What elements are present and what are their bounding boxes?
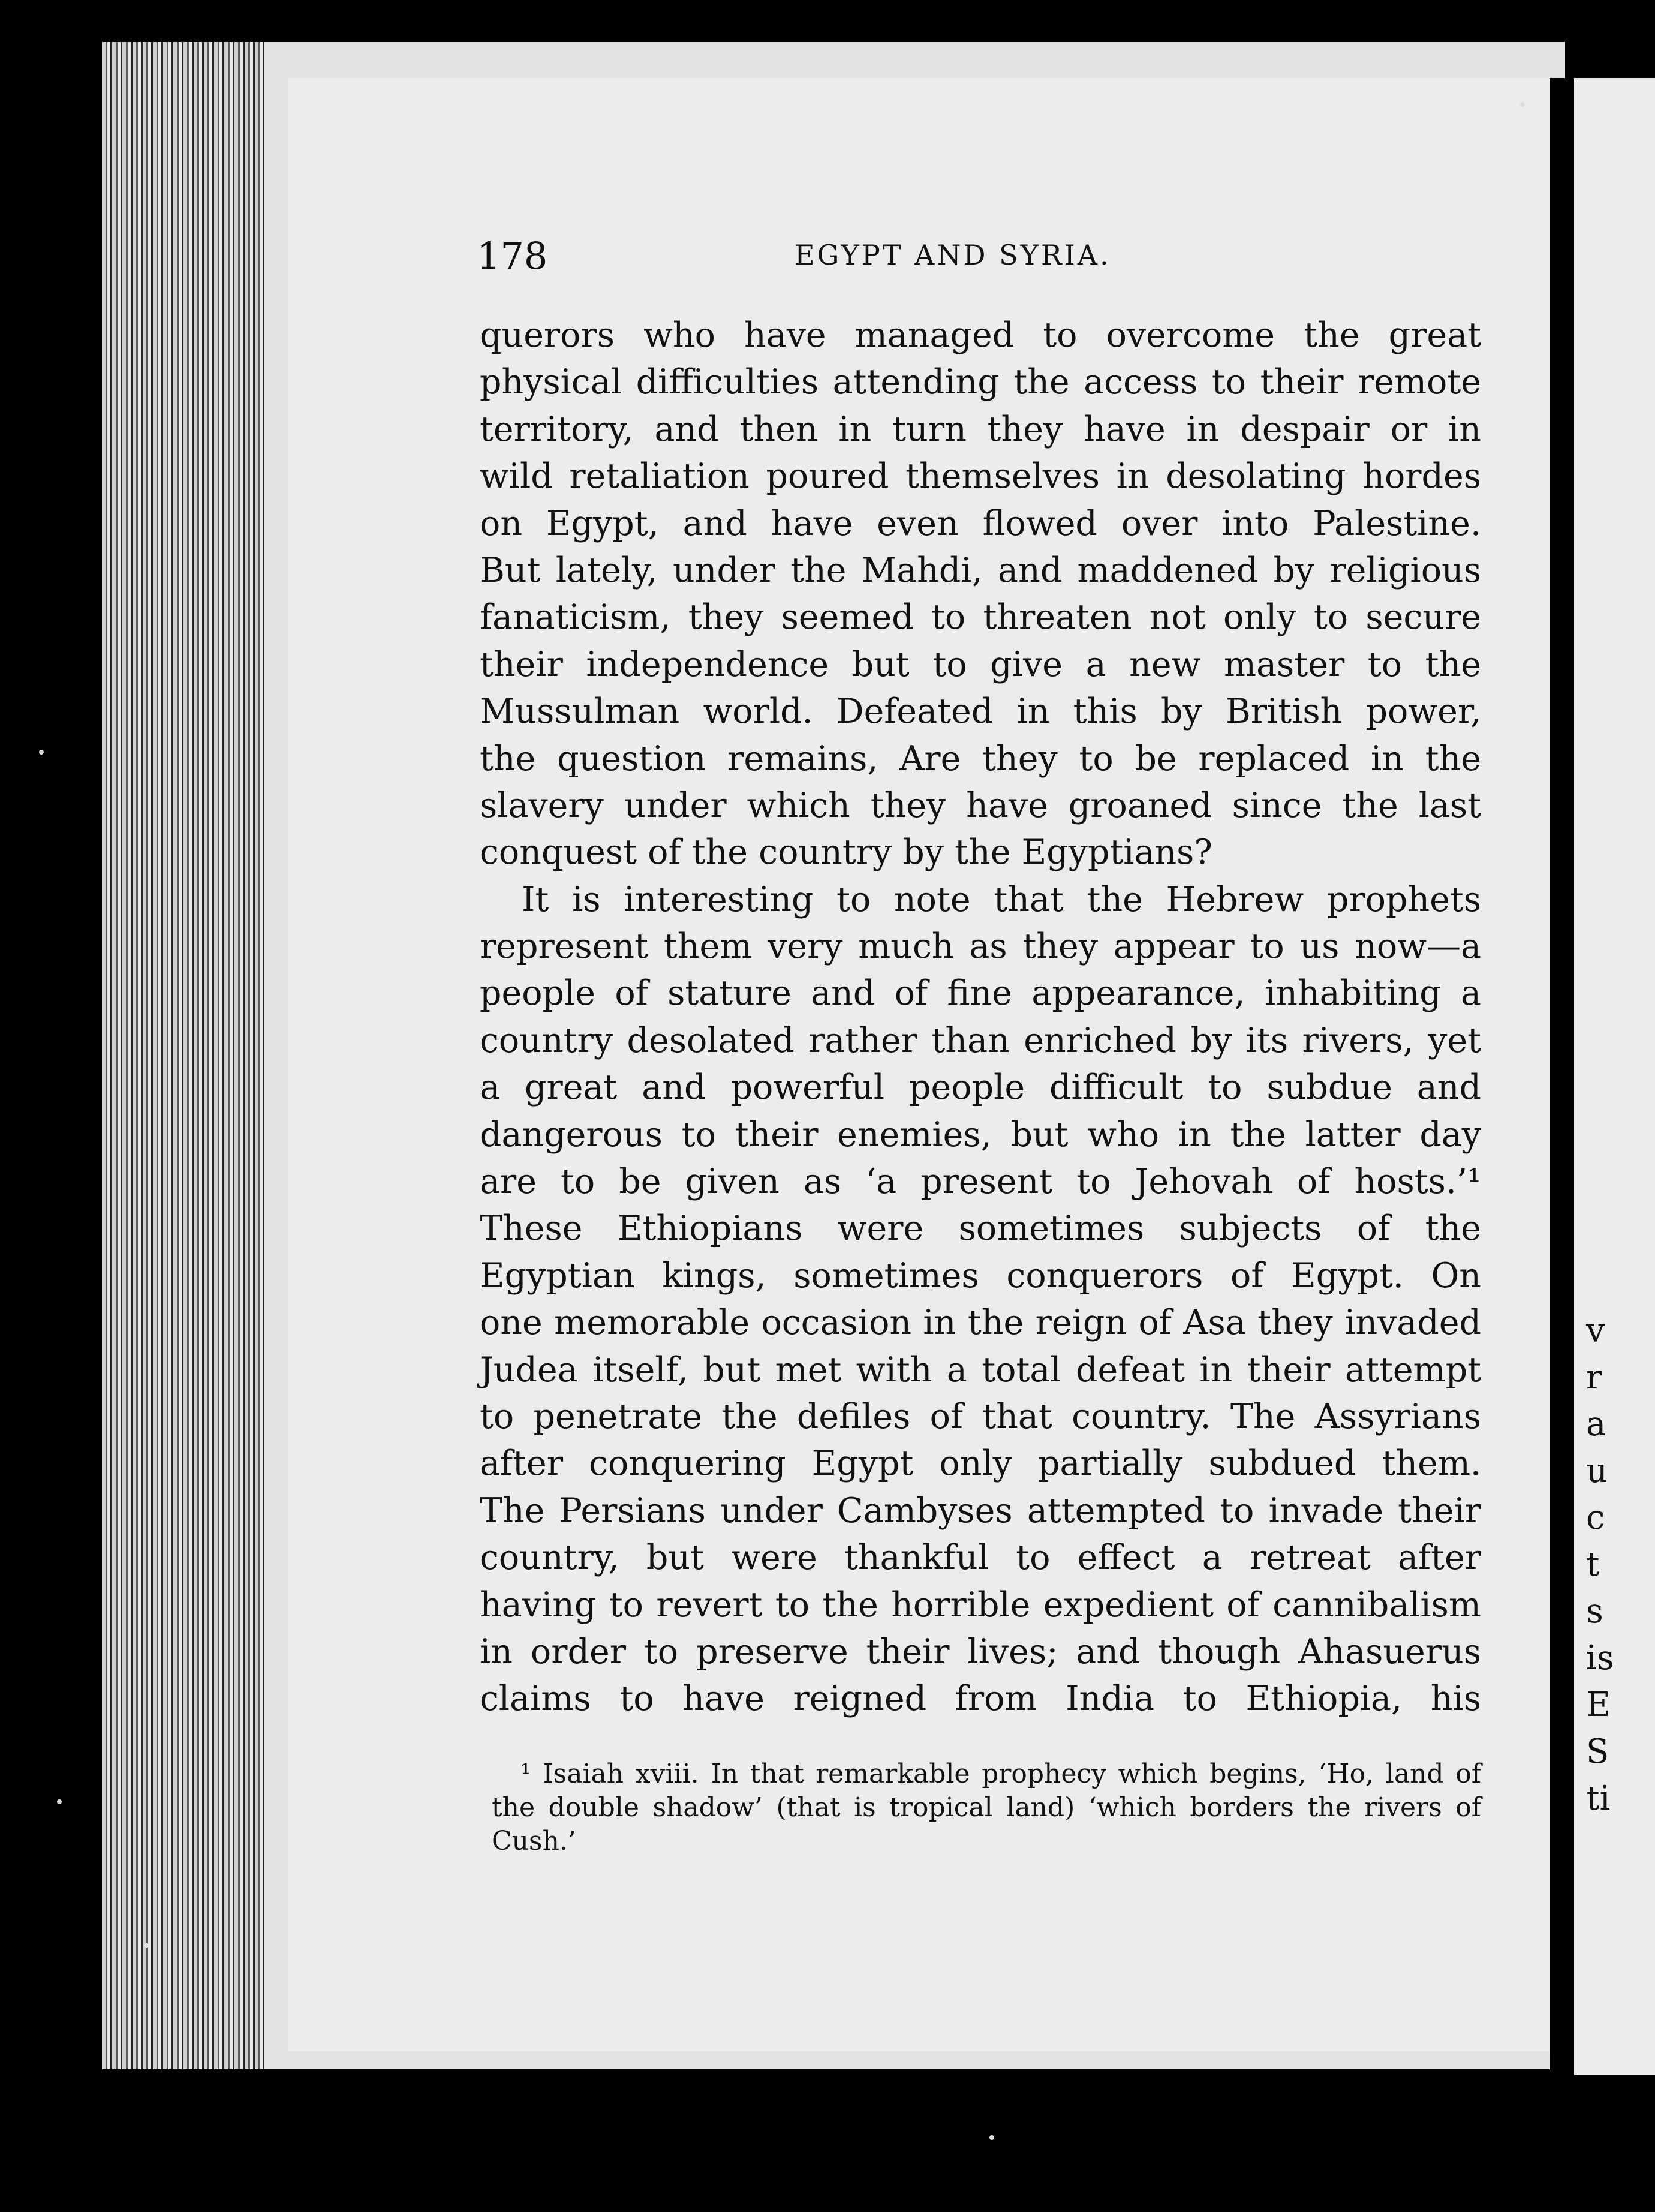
text-line: Egyptian kings, sometimes conquerors of Egypt. On xyxy=(480,1255,1481,1296)
text-line: country desolated rather than enriched by its rivers, yet xyxy=(480,1020,1481,1060)
footnote-line: Cush.’ xyxy=(492,1826,576,1856)
text-line: territory, and then in turn they have in despair or in xyxy=(480,409,1481,449)
text-line: are to be given as ‘a present to Jehovah of hosts.’¹ xyxy=(480,1162,1481,1202)
text-line: having to revert to the horrible expedient of cannibalism xyxy=(480,1585,1481,1625)
text-line: to penetrate the defiles of that country. The Assyrians xyxy=(480,1396,1481,1436)
text-line: querors who have managed to overcome the great xyxy=(480,315,1481,355)
facing-page-fragment: a xyxy=(1586,1405,1606,1444)
facing-page-fragment: is xyxy=(1586,1639,1614,1678)
paragraph-first-line: It is interesting to note that the Hebrew prophets xyxy=(522,879,1481,919)
text-line: conquest of the country by the Egyptians? xyxy=(480,832,1212,873)
text-line: in order to preserve their lives; and though Ahasuerus xyxy=(480,1631,1481,1672)
page-gutter xyxy=(1550,78,1574,2075)
text-line: on Egypt, and have even flowed over into Palestine. xyxy=(480,503,1481,543)
page-number: 178 xyxy=(477,234,548,278)
facing-page-fragment: s xyxy=(1586,1592,1603,1631)
footnote xyxy=(492,1757,1481,1858)
text-line: These Ethiopians were sometimes subjects of the xyxy=(480,1209,1481,1249)
footnote-line: the double shadow’ (that is tropical land) ‘which borders the rivers of xyxy=(492,1792,1481,1823)
scan-speck xyxy=(57,1799,62,1804)
scan-speck xyxy=(989,2135,994,2140)
body-text xyxy=(480,312,1481,1723)
footnote-line: ¹ Isaiah xviii. In that remarkable prophecy which begins, ‘Ho, land of xyxy=(520,1759,1481,1789)
facing-page-fragment: r xyxy=(1586,1358,1602,1397)
text-line: after conquering Egypt only partially subdued them. xyxy=(480,1444,1481,1484)
facing-page-fragment: t xyxy=(1586,1545,1600,1584)
text-line: Judea itself, but met with a total defeat in their attempt xyxy=(480,1350,1481,1390)
text-line: represent them very much as they appear to us now—a xyxy=(480,927,1481,967)
text-line: But lately, under the Mahdi, and maddened by religious xyxy=(480,550,1481,590)
text-line: Mussulman world. Defeated in this by British power, xyxy=(480,692,1481,732)
text-line: wild retaliation poured themselves in desolating hordes xyxy=(480,456,1481,497)
running-title: EGYPT AND SYRIA. xyxy=(795,239,1111,271)
facing-page xyxy=(1574,78,1655,2075)
text-line: one memorable occasion in the reign of Asa they invaded xyxy=(480,1303,1481,1343)
text-line: the question remains, Are they to be replaced in the xyxy=(480,738,1481,779)
text-line: country, but were thankful to effect a retreat after xyxy=(480,1538,1481,1578)
text-line: slavery under which they have groaned since the last xyxy=(480,785,1481,825)
facing-page-fragment: c xyxy=(1586,1498,1605,1537)
facing-page-text xyxy=(1586,1308,1614,1822)
facing-page-fragment: ti xyxy=(1586,1779,1611,1818)
text-line: The Persians under Cambyses attempted to invade their xyxy=(480,1490,1481,1531)
facing-page-fragment: E xyxy=(1586,1685,1611,1724)
scan-speck xyxy=(1520,102,1525,107)
facing-page-fragment: u xyxy=(1586,1451,1608,1490)
scan-speck xyxy=(39,750,44,755)
text-line: their independence but to give a new master to the xyxy=(480,644,1481,684)
text-line: claims to have reigned from India to Ethiopia, his xyxy=(480,1679,1481,1719)
text-line: physical difficulties attending the access to their remote xyxy=(480,362,1481,402)
facing-page-fragment: v xyxy=(1586,1311,1605,1350)
text-line: fanaticism, they seemed to threaten not only to secure xyxy=(480,597,1481,638)
scan-speck xyxy=(144,1943,149,1948)
text-line: a great and powerful people difficult to subdue and xyxy=(480,1068,1481,1108)
text-line: people of stature and of fine appearance, inhabiting a xyxy=(480,973,1481,1014)
text-line: dangerous to their enemies, but who in the latter day xyxy=(480,1114,1481,1155)
facing-page-fragment: S xyxy=(1586,1732,1609,1771)
